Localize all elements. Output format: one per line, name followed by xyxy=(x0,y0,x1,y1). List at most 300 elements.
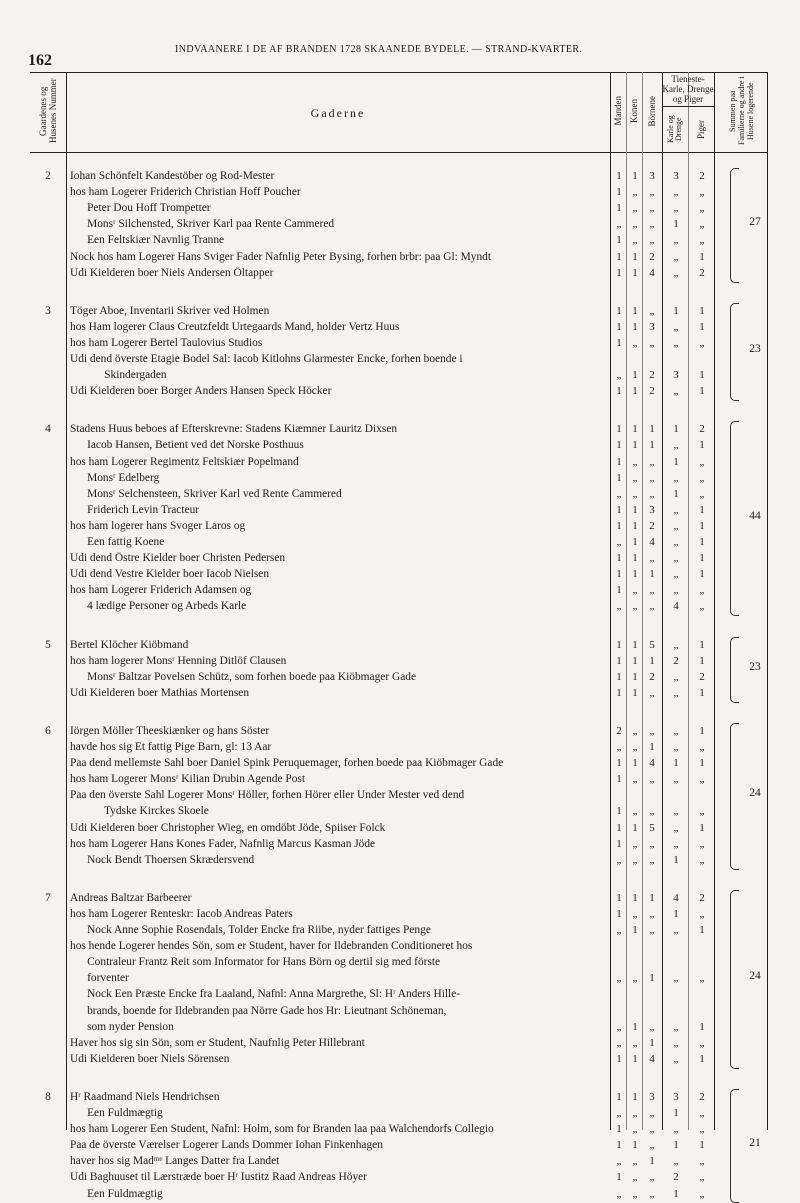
table-row xyxy=(30,1091,768,1106)
count-cell: „ xyxy=(632,186,638,199)
count-cell: 1 xyxy=(673,304,679,317)
count-cell: „ xyxy=(699,1036,705,1049)
count-cell: „ xyxy=(699,1187,705,1200)
count-cell: 1 xyxy=(649,891,655,904)
table-row xyxy=(30,234,768,249)
count-cell: „ xyxy=(632,907,638,920)
page-number: 162 xyxy=(28,52,52,69)
count-cell: 1 xyxy=(616,654,622,667)
count-cell: „ xyxy=(649,924,655,936)
count-cell: 2 xyxy=(649,519,655,532)
table-row xyxy=(30,472,768,487)
count-cell: „ xyxy=(699,773,705,786)
table-row xyxy=(30,687,768,702)
table-row xyxy=(30,305,768,320)
count-cell: „ xyxy=(699,455,705,468)
header-bornene: Börnene xyxy=(647,95,657,127)
count-cell: „ xyxy=(673,1155,679,1168)
count-cell: „ xyxy=(649,724,655,737)
count-cell: „ xyxy=(699,218,705,231)
group-brace xyxy=(730,421,739,616)
count-cell: 1 xyxy=(632,1052,638,1065)
count-cell: 4 xyxy=(673,600,679,613)
count-cell: „ xyxy=(673,773,679,786)
resident-entry: hos ham Logerer Monsʳ Kilian Drubin Agende Post xyxy=(70,773,306,786)
table-row xyxy=(30,940,768,955)
table-row xyxy=(30,892,768,907)
header-manden: Manden xyxy=(613,96,623,126)
table-row xyxy=(30,757,768,772)
count-cell: 1 xyxy=(699,250,705,263)
header-bottom-rule xyxy=(30,152,768,153)
table-row xyxy=(30,773,768,788)
household-total: 23 xyxy=(749,342,761,355)
count-cell: „ xyxy=(649,773,655,786)
count-cell: „ xyxy=(699,972,705,985)
table-row xyxy=(30,439,768,454)
resident-entry: Friderich Levin Tracteur xyxy=(70,503,200,516)
count-cell: 2 xyxy=(649,369,655,382)
table-row xyxy=(30,822,768,837)
count-cell: 1 xyxy=(699,638,705,651)
resident-entry: 4 lædige Personer og Arbeds Karle xyxy=(70,600,247,613)
resident-entry: havde hos sig Et fattig Pige Barn, gl: 13 Aar xyxy=(70,741,272,753)
count-cell: 1 xyxy=(632,924,638,936)
count-cell: 2 xyxy=(699,1090,705,1103)
resident-entry: Nock hos ham Logerer Hans Sviger Fader Nafnlig Peter Bysing, forhen brbr: paa Gl: Myndt xyxy=(70,250,492,263)
count-cell: „ xyxy=(673,1036,679,1049)
resident-entry: Iacob Hansen, Betient ved det Norske Posthuus xyxy=(70,439,304,452)
table-row xyxy=(30,1107,768,1122)
house-number: 3 xyxy=(45,304,51,317)
house-number: 5 xyxy=(45,638,51,651)
count-cell: „ xyxy=(632,805,638,818)
resident-entry: Nock Anne Sophie Rosendals, Tolder Encke fra Riibe, nyder fattiges Penge xyxy=(70,924,431,936)
count-cell: 1 xyxy=(616,1171,622,1184)
count-cell: „ xyxy=(673,805,679,818)
resident-entry: Stadens Huus beboes af Efterskrevne: Stadens Kiæmner Lauritz Dixsen xyxy=(70,423,398,436)
count-cell: „ xyxy=(649,600,655,613)
count-cell: 2 xyxy=(699,670,705,683)
count-cell: 1 xyxy=(616,773,622,786)
count-cell: „ xyxy=(649,1139,655,1152)
count-cell: „ xyxy=(616,741,622,753)
resident-entry: Haver hos sig sin Sön, som er Student, Naufnlig Peter Hillebrant xyxy=(70,1036,365,1049)
table-row xyxy=(30,321,768,336)
count-cell: „ xyxy=(699,1123,705,1136)
count-cell: 1 xyxy=(632,757,638,770)
count-cell: „ xyxy=(673,439,679,452)
table-row xyxy=(30,671,768,686)
resident-entry: hos ham Logerer Friderich Christian Hoff Poucher xyxy=(70,186,301,199)
resident-entry: Skindergaden xyxy=(70,369,167,382)
count-cell: „ xyxy=(649,1171,655,1184)
count-cell: „ xyxy=(649,1020,655,1033)
count-cell: „ xyxy=(673,1123,679,1136)
header-piger: Piger xyxy=(696,119,706,139)
count-cell: 1 xyxy=(616,907,622,920)
count-cell: „ xyxy=(649,218,655,231)
count-cell: 1 xyxy=(632,266,638,279)
count-cell: 1 xyxy=(673,1187,679,1200)
count-cell: 2 xyxy=(673,1171,679,1184)
household-total: 21 xyxy=(749,1137,761,1150)
count-cell: 1 xyxy=(632,670,638,683)
count-cell: „ xyxy=(649,1123,655,1136)
count-cell: „ xyxy=(649,1107,655,1119)
count-cell: „ xyxy=(699,336,705,349)
count-cell: 1 xyxy=(673,1139,679,1152)
count-cell: 1 xyxy=(699,1020,705,1033)
count-cell: 1 xyxy=(699,536,705,548)
resident-entry: Iohan Schönfelt Kandestöber og Rod-Mester xyxy=(70,170,275,182)
count-cell: 1 xyxy=(673,757,679,770)
count-cell: „ xyxy=(616,1187,622,1200)
count-cell: 2 xyxy=(649,670,655,683)
count-cell: 1 xyxy=(616,1052,622,1065)
count-cell: 1 xyxy=(649,1036,655,1049)
count-cell: 1 xyxy=(616,821,622,834)
count-cell: 1 xyxy=(673,218,679,231)
house-number: 4 xyxy=(45,423,51,436)
count-cell: „ xyxy=(616,1155,622,1168)
count-cell: „ xyxy=(699,1155,705,1168)
count-cell: 1 xyxy=(699,503,705,516)
resident-entry: Peter Dou Hoff Trompetter xyxy=(70,202,211,215)
table-row xyxy=(30,838,768,853)
table-row xyxy=(30,1171,768,1186)
resident-entry: Nock Een Præste Encke fra Laaland, Nafnl: Anna Margrethe, Sl: Hʳ Anders Hille- xyxy=(70,988,461,1001)
table-row xyxy=(30,1037,768,1052)
count-cell: „ xyxy=(673,202,679,215)
resident-entry: Töger Aboe, Inventarii Skriver ved Holmen xyxy=(70,304,270,317)
resident-entry: Een Fuldmægtig xyxy=(70,1187,163,1200)
resident-entry: Bertel Klöcher Kiöbmand xyxy=(70,638,189,651)
count-cell: 1 xyxy=(632,304,638,317)
count-cell: 1 xyxy=(616,519,622,532)
count-cell: „ xyxy=(699,907,705,920)
table-row xyxy=(30,170,768,185)
count-cell: „ xyxy=(616,1036,622,1049)
count-cell: 1 xyxy=(673,853,679,866)
count-cell: 1 xyxy=(616,552,622,565)
count-cell: 1 xyxy=(632,568,638,581)
count-cell: 1 xyxy=(649,439,655,452)
count-cell: „ xyxy=(649,186,655,199)
count-cell: 1 xyxy=(699,568,705,581)
count-cell: „ xyxy=(673,250,679,263)
count-cell: 1 xyxy=(616,455,622,468)
count-cell: 3 xyxy=(649,503,655,516)
count-cell: „ xyxy=(632,336,638,349)
count-cell: „ xyxy=(616,487,622,500)
count-cell: 1 xyxy=(699,654,705,667)
count-cell: „ xyxy=(632,1123,638,1136)
resident-entry: hos ham logerer Monsʳ Henning Ditlöf Clausen xyxy=(70,654,287,667)
header-gaderne: Gaderne xyxy=(310,106,366,120)
group-brace xyxy=(730,890,739,1069)
table-row xyxy=(30,186,768,201)
count-cell: „ xyxy=(699,837,705,850)
count-cell: 1 xyxy=(649,423,655,436)
resident-entry: Paa de överste Værelser Logerer Lands Dommer Iohan Finkenhagen xyxy=(70,1139,383,1152)
count-cell: 1 xyxy=(616,250,622,263)
count-cell: 1 xyxy=(632,1020,638,1033)
count-cell: 1 xyxy=(616,234,622,247)
table-row xyxy=(30,1123,768,1138)
count-cell: 1 xyxy=(673,455,679,468)
count-cell: 1 xyxy=(616,1139,622,1152)
table-row xyxy=(30,584,768,599)
table-row xyxy=(30,956,768,971)
count-cell: „ xyxy=(699,1107,705,1119)
table-row xyxy=(30,972,768,987)
resident-entry: Udi Baghuuset til Lærstræde boer Hʳ Iustitz Raad Andreas Höyer xyxy=(70,1171,367,1184)
count-cell: 4 xyxy=(649,1052,655,1065)
table-row xyxy=(30,520,768,535)
table-row xyxy=(30,1005,768,1020)
household-total: 24 xyxy=(749,970,761,983)
count-cell: „ xyxy=(673,972,679,985)
count-cell: 1 xyxy=(632,821,638,834)
group-brace xyxy=(730,723,739,870)
count-cell: „ xyxy=(632,741,638,753)
count-cell: 1 xyxy=(632,686,638,699)
resident-entry: hos ham Logerer Hans Kones Fader, Nafnlig Marcus Kasman Jöde xyxy=(70,837,376,850)
count-cell: 1 xyxy=(616,439,622,452)
count-cell: „ xyxy=(632,471,638,484)
count-cell: „ xyxy=(673,670,679,683)
count-cell: „ xyxy=(649,202,655,215)
count-cell: 1 xyxy=(616,266,622,279)
count-cell: 1 xyxy=(616,304,622,317)
group-brace xyxy=(730,168,739,283)
table-row xyxy=(30,488,768,503)
count-cell: 3 xyxy=(649,320,655,333)
count-cell: 1 xyxy=(632,519,638,532)
table-row xyxy=(30,267,768,282)
header-konen: Konen xyxy=(629,99,639,123)
household-total: 27 xyxy=(749,216,761,229)
count-cell: 2 xyxy=(699,891,705,904)
resident-entry: brands, boende for Ildebranden paa Nörre Gade hos Hr: Lieutnant Schöneman, xyxy=(70,1004,447,1017)
count-cell: „ xyxy=(632,1171,638,1184)
count-cell: 1 xyxy=(632,250,638,263)
count-cell: 1 xyxy=(673,907,679,920)
count-cell: 1 xyxy=(616,186,622,199)
count-cell: „ xyxy=(673,686,679,699)
count-cell: „ xyxy=(632,837,638,850)
count-cell: „ xyxy=(673,724,679,737)
resident-entry: Paa dend mellemste Sahl boer Daniel Spink Peruquemager, forhen boede paa Kiöbmager Gade xyxy=(70,757,504,770)
count-cell: „ xyxy=(632,218,638,231)
table-row xyxy=(30,423,768,438)
count-cell: 1 xyxy=(632,439,638,452)
resident-entry: Udi Kielderen boer Christopher Wieg, en omdöbt Jöde, Spiiser Folck xyxy=(70,821,386,834)
count-cell: „ xyxy=(649,552,655,565)
table-row xyxy=(30,805,768,820)
table-row xyxy=(30,1021,768,1036)
table-row xyxy=(30,655,768,670)
table-row xyxy=(30,456,768,471)
count-cell: „ xyxy=(673,320,679,333)
count-cell: 1 xyxy=(699,686,705,699)
count-cell: 1 xyxy=(699,439,705,452)
resident-entry: Monsʳ Baltzar Povelsen Schütz, som forhen boede paa Kiöbmager Gade xyxy=(70,670,417,683)
count-cell: 1 xyxy=(632,552,638,565)
count-cell: 4 xyxy=(673,891,679,904)
count-cell: 4 xyxy=(649,266,655,279)
count-cell: 1 xyxy=(699,519,705,532)
table-row xyxy=(30,639,768,654)
table-row xyxy=(30,988,768,1003)
count-cell: 1 xyxy=(616,891,622,904)
count-cell: 1 xyxy=(673,1107,679,1119)
count-cell: 2 xyxy=(699,170,705,182)
count-cell: 1 xyxy=(649,568,655,581)
count-cell: 5 xyxy=(649,638,655,651)
count-cell: „ xyxy=(673,837,679,850)
count-cell: 1 xyxy=(632,423,638,436)
count-cell: 1 xyxy=(699,552,705,565)
count-cell: „ xyxy=(673,552,679,565)
count-cell: „ xyxy=(673,1020,679,1033)
count-cell: „ xyxy=(673,385,679,398)
count-cell: 2 xyxy=(699,423,705,436)
count-cell: „ xyxy=(673,519,679,532)
count-cell: „ xyxy=(649,234,655,247)
count-cell: „ xyxy=(649,455,655,468)
table-row xyxy=(30,385,768,400)
count-cell: 2 xyxy=(673,654,679,667)
count-cell: 4 xyxy=(649,757,655,770)
resident-entry: Iörgen Möller Theeskiænker og hans Söster xyxy=(70,724,270,737)
count-cell: 1 xyxy=(632,638,638,651)
count-cell: 1 xyxy=(699,1139,705,1152)
group-brace xyxy=(730,637,739,703)
table-row xyxy=(30,202,768,217)
count-cell: „ xyxy=(673,471,679,484)
count-cell: 2 xyxy=(649,385,655,398)
table-row xyxy=(30,218,768,233)
count-cell: „ xyxy=(632,1187,638,1200)
count-cell: 1 xyxy=(632,170,638,182)
count-cell: 1 xyxy=(649,1155,655,1168)
count-cell: „ xyxy=(699,202,705,215)
count-cell: 1 xyxy=(699,924,705,936)
count-cell: „ xyxy=(632,584,638,597)
resident-entry: Udi Kielderen boer Borger Anders Hansen Speck Höcker xyxy=(70,385,332,398)
table-row xyxy=(30,725,768,740)
header-tieneste-group: Tieneste-Karle, Drenge og Piger xyxy=(662,74,714,104)
table-row xyxy=(30,504,768,519)
count-cell: „ xyxy=(632,487,638,500)
count-cell: „ xyxy=(649,471,655,484)
resident-entry: Udi Kielderen boer Niels Andersen Öltapper xyxy=(70,266,274,279)
count-cell: „ xyxy=(632,972,638,985)
resident-entry: Hʳ Raadmand Niels Hendrichsen xyxy=(70,1090,220,1103)
table-row xyxy=(30,369,768,384)
count-cell: „ xyxy=(699,234,705,247)
table-row xyxy=(30,251,768,266)
table-row xyxy=(30,1139,768,1154)
count-cell: 1 xyxy=(632,369,638,382)
count-cell: „ xyxy=(616,536,622,548)
household-total: 24 xyxy=(749,787,761,800)
table-row xyxy=(30,924,768,939)
table-row xyxy=(30,1188,768,1203)
table-row xyxy=(30,337,768,352)
count-cell: „ xyxy=(699,1171,705,1184)
count-cell: 3 xyxy=(673,369,679,382)
table-row xyxy=(30,568,768,583)
table-row xyxy=(30,1053,768,1068)
count-cell: „ xyxy=(673,584,679,597)
count-cell: 1 xyxy=(699,821,705,834)
house-number: 2 xyxy=(45,170,51,182)
count-cell: „ xyxy=(616,218,622,231)
count-cell: „ xyxy=(699,853,705,866)
count-cell: „ xyxy=(673,638,679,651)
count-cell: „ xyxy=(649,304,655,317)
table-row xyxy=(30,536,768,551)
count-cell: 1 xyxy=(673,487,679,500)
count-cell: 1 xyxy=(616,336,622,349)
table-row xyxy=(30,908,768,923)
count-cell: „ xyxy=(649,907,655,920)
count-cell: 1 xyxy=(699,1052,705,1065)
count-cell: 1 xyxy=(616,385,622,398)
count-cell: „ xyxy=(673,568,679,581)
house-number: 8 xyxy=(45,1090,51,1103)
table-row xyxy=(30,1155,768,1170)
resident-entry: haver hos sig Madᵐᵉ Langes Datter fra Landet xyxy=(70,1155,280,1168)
count-cell: 1 xyxy=(616,638,622,651)
count-cell: „ xyxy=(673,186,679,199)
count-cell: „ xyxy=(673,266,679,279)
resident-entry: Udi dend Östre Kielder boer Christen Pedersen xyxy=(70,552,286,565)
count-cell: 1 xyxy=(699,724,705,737)
count-cell: „ xyxy=(673,821,679,834)
count-cell: „ xyxy=(699,600,705,613)
count-cell: 1 xyxy=(616,1123,622,1136)
count-cell: 1 xyxy=(616,686,622,699)
count-cell: 1 xyxy=(616,837,622,850)
resident-entry: Een Fuldmægtig xyxy=(70,1107,163,1119)
count-cell: 1 xyxy=(632,536,638,548)
count-cell: 4 xyxy=(649,536,655,548)
count-cell: „ xyxy=(632,1107,638,1119)
count-cell: 3 xyxy=(649,1090,655,1103)
count-cell: „ xyxy=(632,724,638,737)
group-brace xyxy=(730,1089,739,1203)
count-cell: 1 xyxy=(616,584,622,597)
resident-entry: hos ham Logerer Regimentz Feltskiær Popelmand xyxy=(70,455,299,468)
count-cell: 1 xyxy=(632,385,638,398)
count-cell: 1 xyxy=(699,369,705,382)
resident-entry: hos ham Logerer Friderich Adamsen og xyxy=(70,584,252,597)
count-cell: 1 xyxy=(699,304,705,317)
count-cell: „ xyxy=(649,853,655,866)
count-cell: „ xyxy=(699,584,705,597)
count-cell: „ xyxy=(649,686,655,699)
count-cell: „ xyxy=(673,741,679,753)
resident-entry: Andreas Baltzar Barbeerer xyxy=(70,891,192,904)
count-cell: 1 xyxy=(632,503,638,516)
count-cell: „ xyxy=(632,853,638,866)
count-cell: „ xyxy=(699,471,705,484)
household-total: 44 xyxy=(749,509,761,522)
